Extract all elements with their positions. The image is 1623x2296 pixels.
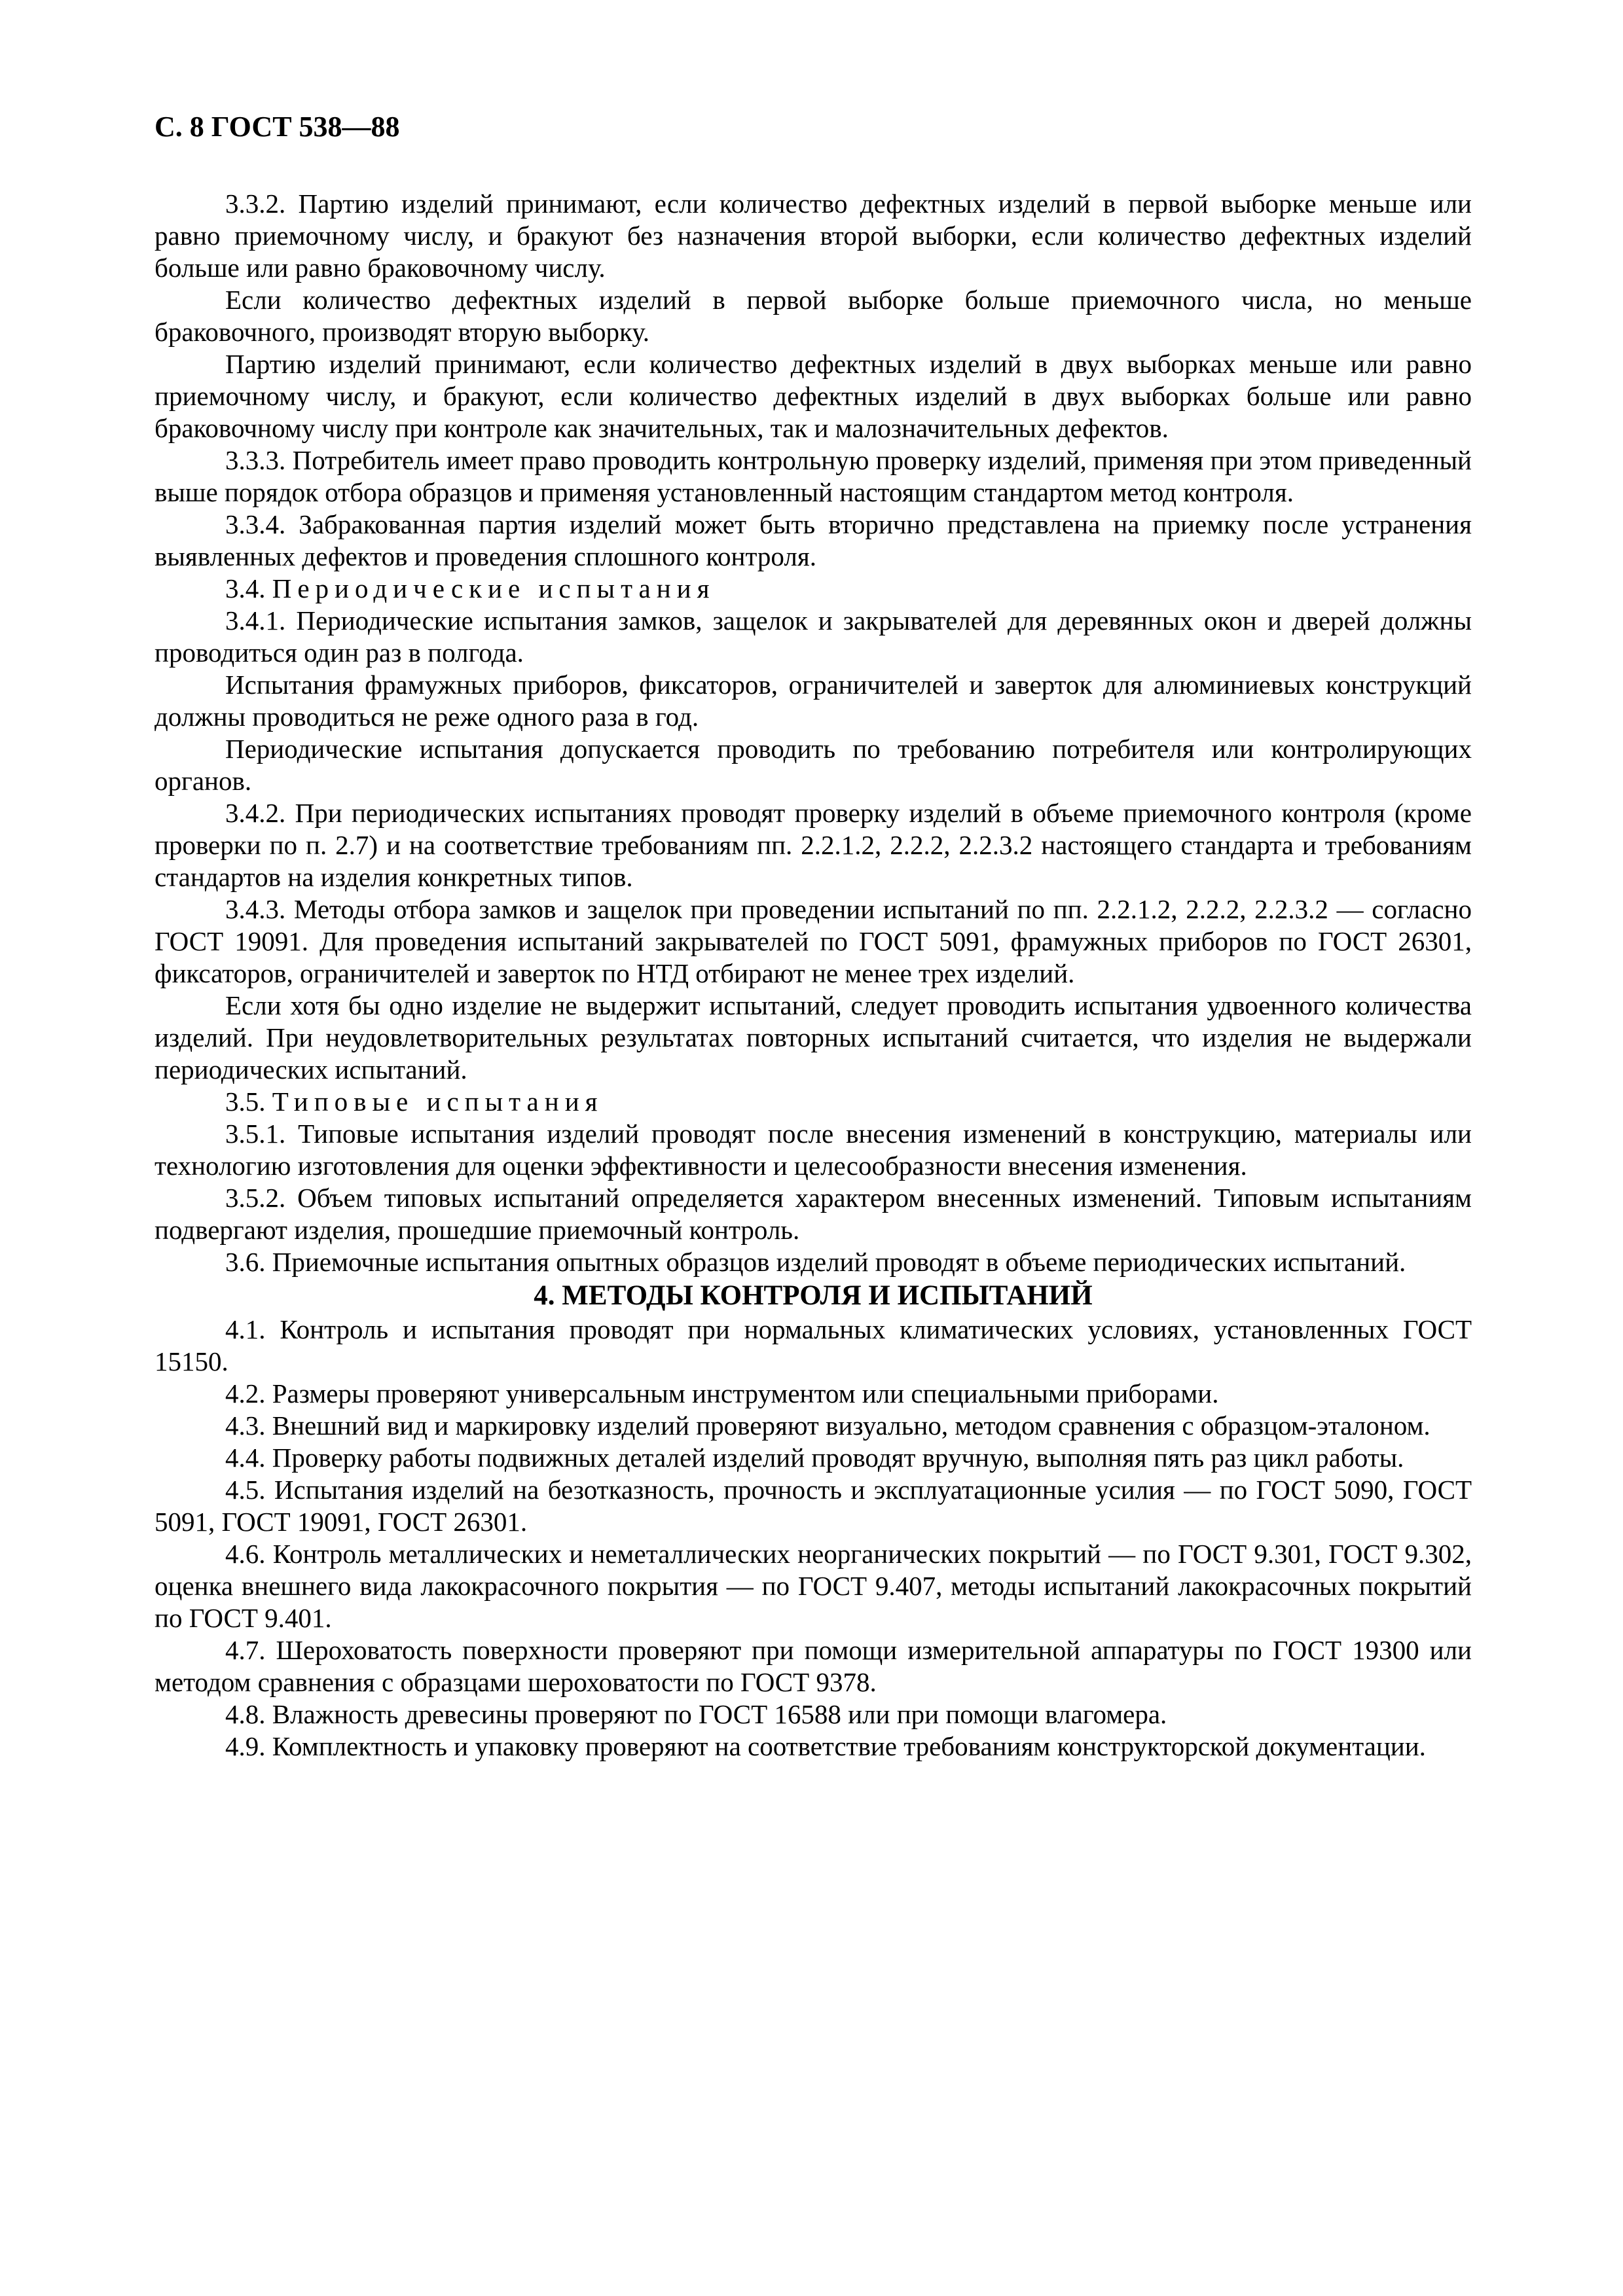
paragraph: 3.5.1. Типовые испытания изделий проводят после внесения изменений в конструкцию, материалы или технологию изготовления для оценки эффективности и целесообразности внесения изменения. [155, 1119, 1472, 1181]
paragraph: 4.6. Контроль металлических и неметаллических неорганических покрытий — по ГОСТ 9.301, ГОСТ 9.302, оценка внешнего вида лакокрасочного покрытия — по ГОСТ 9.407, методы испытаний лакокрасочных покрытий по ГОСТ 9.401. [155, 1539, 1472, 1633]
subsection-number: 3.4. [225, 573, 266, 603]
paragraph: 4.7. Шероховатость поверхности проверяют при помощи измерительной аппаратуры по ГОСТ 19300 или методом сравнения с образцами шероховатости по ГОСТ 9378. [155, 1635, 1472, 1697]
paragraph: 4.4. Проверку работы подвижных деталей изделий проводят вручную, выполняя пять раз цикл работы. [225, 1443, 1404, 1473]
subsection-title: Периодические испытания [272, 573, 716, 603]
section-title: 4. МЕТОДЫ КОНТРОЛЯ И ИСПЫТАНИЙ [534, 1280, 1093, 1311]
subsection-number: 3.5. [225, 1086, 266, 1117]
page-header: С. 8 ГОСТ 538—88 [155, 111, 400, 143]
paragraph: 4.1. Контроль и испытания проводят при нормальных климатических условиях, установленных ГОСТ 15150. [155, 1314, 1472, 1376]
paragraph: 4.2. Размеры проверяют универсальным инструментом или специальными приборами. [225, 1378, 1219, 1408]
subsection-title: Типовые испытания [272, 1086, 604, 1117]
paragraph: Если количество дефектных изделий в первой выборке больше приемочного числа, но меньше браковочного, производят вторую выборку. [155, 285, 1472, 347]
paragraph: 3.4.2. При периодических испытаниях проводят проверку изделий в объеме приемочного контроля (кроме проверки по п. 2.7) и на соответствие требованиям пп. 2.2.1.2, 2.2.2, 2.2.3.2 настоящего стандарта и требованиям стандартов на изделия конкретных типов. [155, 798, 1472, 892]
paragraph: 4.5. Испытания изделий на безотказность, прочность и эксплуатационные усилия — по ГОСТ 5090, ГОСТ 5091, ГОСТ 19091, ГОСТ 26301. [155, 1475, 1472, 1537]
subsection-heading [155, 1086, 1472, 1118]
paragraph: 3.3.4. Забракованная партия изделий может быть вторично представлена на приемку после устранения выявленных дефектов и проведения сплошного контроля. [155, 509, 1472, 571]
paragraph: Если хотя бы одно изделие не выдержит испытаний, следует проводить испытания удвоенного количества изделий. При неудовлетворительных результатах повторных испытаний считается, что изделия не выдержали периодических испытаний. [155, 990, 1472, 1085]
paragraph: 3.3.2. Партию изделий принимают, если количество дефектных изделий в первой выборке меньше или равно приемочному числу, и бракуют без назначения второй выборки, если количество дефектных изделий больше или равно браковочному числу. [155, 188, 1472, 283]
subsection-heading [155, 573, 1472, 605]
paragraph: 3.3.3. Потребитель имеет право проводить контрольную проверку изделий, применяя при этом приведенный выше порядок отбора образцов и применяя установленный настоящим стандартом метод контроля. [155, 445, 1472, 507]
paragraph: Испытания фрамужных приборов, фиксаторов, ограничителей и заверток для алюминиевых конструкций должны проводиться не реже одного раза в год. [155, 670, 1472, 732]
paragraph: 3.5.2. Объем типовых испытаний определяется характером внесенных изменений. Типовым испытаниям подвергают изделия, прошедшие приемочный контроль. [155, 1183, 1472, 1245]
paragraph: 3.4.3. Методы отбора замков и защелок при проведении испытаний по пп. 2.2.1.2, 2.2.2, 2.2.3.2 — согласно ГОСТ 19091. Для проведения испытаний закрывателей по ГОСТ 5091, фрамужных приборов по ГОСТ 26301, фиксаторов, ограничителей и заверток по НТД отбирают не менее трех изделий. [155, 894, 1472, 988]
paragraph: 3.6. Приемочные испытания опытных образцов изделий проводят в объеме периодических испытаний. [225, 1247, 1406, 1277]
document-body [155, 188, 1472, 1763]
paragraph: Партию изделий принимают, если количество дефектных изделий в двух выборках меньше или равно приемочному числу, и бракуют, если количество дефектных изделий в двух выборках больше или равно браковочному числу при контроле как значительных, так и малозначительных дефектов. [155, 349, 1472, 443]
paragraph: 3.4.1. Периодические испытания замков, защелок и закрывателей для деревянных окон и дверей должны проводиться один раз в полгода. [155, 605, 1472, 668]
paragraph: 4.3. Внешний вид и маркировку изделий проверяют визуально, методом сравнения с образцом-эталоном. [225, 1410, 1431, 1441]
paragraph: 4.8. Влажность древесины проверяют по ГОСТ 16588 или при помощи влагомера. [225, 1699, 1167, 1729]
paragraph: Периодические испытания допускается проводить по требованию потребителя или контролирующих органов. [155, 734, 1472, 796]
paragraph: 4.9. Комплектность и упаковку проверяют на соответствие требованиям конструкторской документации. [225, 1731, 1426, 1761]
